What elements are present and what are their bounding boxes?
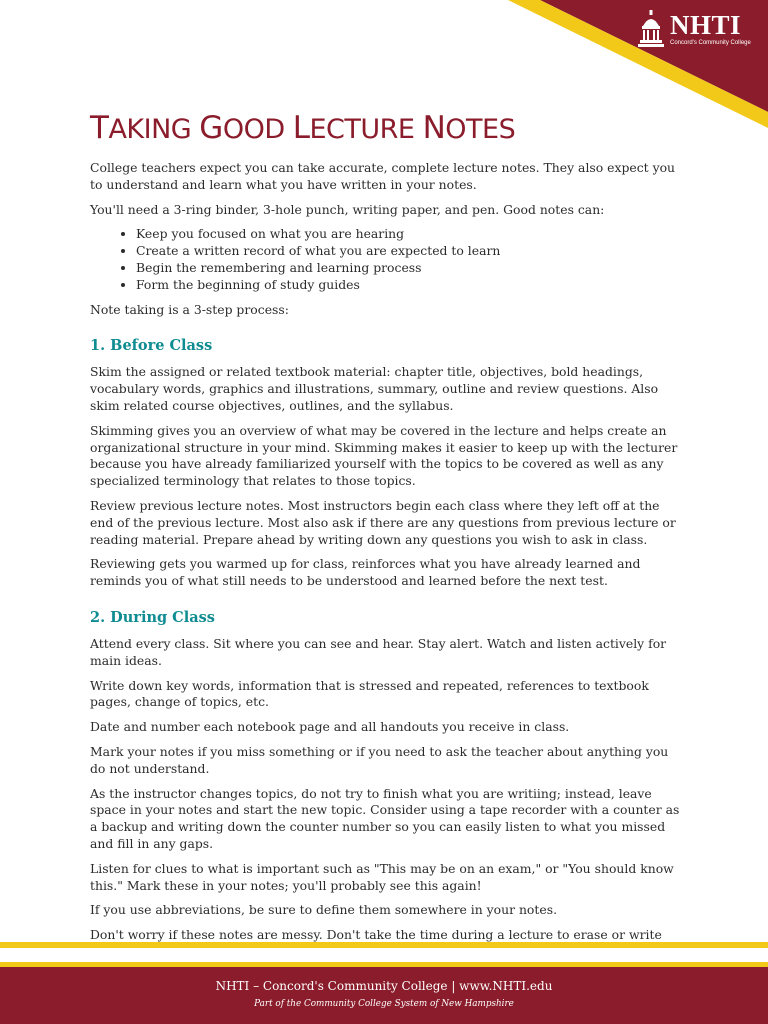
logo-name: NHTI bbox=[670, 10, 742, 40]
list-item: • Keep you focused on what you are hearing bbox=[136, 226, 680, 243]
intro-paragraph-3: Note taking is a 3-step process: bbox=[90, 301, 289, 317]
page-footer bbox=[0, 942, 768, 1024]
paragraph: Write down key words, information that is stressed and repeated, references to textbook pages, change of topics, etc. bbox=[90, 677, 649, 710]
document-body bbox=[90, 110, 680, 969]
paragraph: Date and number each notebook page and all handouts you receive in class. bbox=[90, 719, 570, 735]
paragraph: As the instructor changes topics, do not try to finish what you are writiing; instead, leave space in your notes and start the new topic. Consider using a tape recorder with a counter as a backup and writing down the counter number so you can easily listen to what you missed and fill in any gaps. bbox=[90, 785, 680, 851]
footer-bar bbox=[0, 967, 768, 1024]
paragraph: Skimming gives you an overview of what may be covered in the lecture and helps create an organizational structure in your mind. Skimming makes it easier to keep up with the lecturer because you have already familiarized yourself with the topics to be covered as well as any specialized terminology that relates to those topics. bbox=[90, 422, 678, 489]
building-dome-icon bbox=[636, 10, 666, 50]
list-item: • Create a written record of what you are expected to learn bbox=[136, 243, 680, 260]
paragraph: Mark your notes if you miss something or if you need to ask the teacher about anything you do not understand. bbox=[90, 743, 669, 776]
paragraph: Attend every class. Sit where you can see and hear. Stay alert. Watch and listen actively for main ideas. bbox=[90, 635, 667, 668]
footer-white-stripe bbox=[0, 948, 768, 962]
footer-system-line: Part of the Community College System of New Hampshire bbox=[254, 999, 514, 1009]
intro-paragraph-1: College teachers expect you can take accurate, complete lecture notes. They also expect you to understand and learn what you have written in your notes. bbox=[90, 160, 676, 192]
paragraph: Don't worry if these notes are messy. Don't take the time during a lecture to erase or write bbox=[90, 927, 662, 943]
footer-college-line[interactable]: NHTI – Concord's Community College | www.NHTI.edu bbox=[215, 979, 553, 993]
section-heading-before-class: 1. Before Class bbox=[90, 337, 213, 355]
page-title: TAKING GOOD LECTURE NOTES bbox=[90, 110, 516, 146]
list-item: • Form the beginning of study guides bbox=[136, 277, 680, 294]
section-heading-during-class: 2. During Class bbox=[90, 608, 215, 626]
list-item: • Begin the remembering and learning process bbox=[136, 260, 680, 277]
paragraph: Review previous lecture notes. Most instructors begin each class where they left off at the end of the previous lecture. Most also ask if there are any questions from previous lecture or reading material. Prepare ahead by writing down any questions you wish to ask in class. bbox=[90, 497, 676, 547]
paragraph: Listen for clues to what is important such as "This may be on an exam," or "You should know this." Mark these in your notes; you'll probably see this again! bbox=[90, 860, 674, 893]
logo-tagline: Concord's Community College bbox=[670, 40, 751, 46]
paragraph: Reviewing gets you warmed up for class, reinforces what you have already learned and reminds you of what still needs to be understood and learned before the next test. bbox=[90, 556, 641, 589]
paragraph: Skim the assigned or related textbook material: chapter title, objectives, bold headings, vocabulary words, graphics and illustrations, summary, outline and review questions. Also skim related course objectives, outlines, and the syllabus. bbox=[90, 364, 659, 413]
nhti-logo[interactable] bbox=[634, 8, 754, 56]
benefits-list bbox=[90, 226, 680, 293]
intro-paragraph-2: You'll need a 3-ring binder, 3-hole punch, writing paper, and pen. Good notes can: bbox=[90, 201, 605, 217]
paragraph: If you use abbreviations, be sure to define them somewhere in your notes. bbox=[90, 902, 558, 918]
